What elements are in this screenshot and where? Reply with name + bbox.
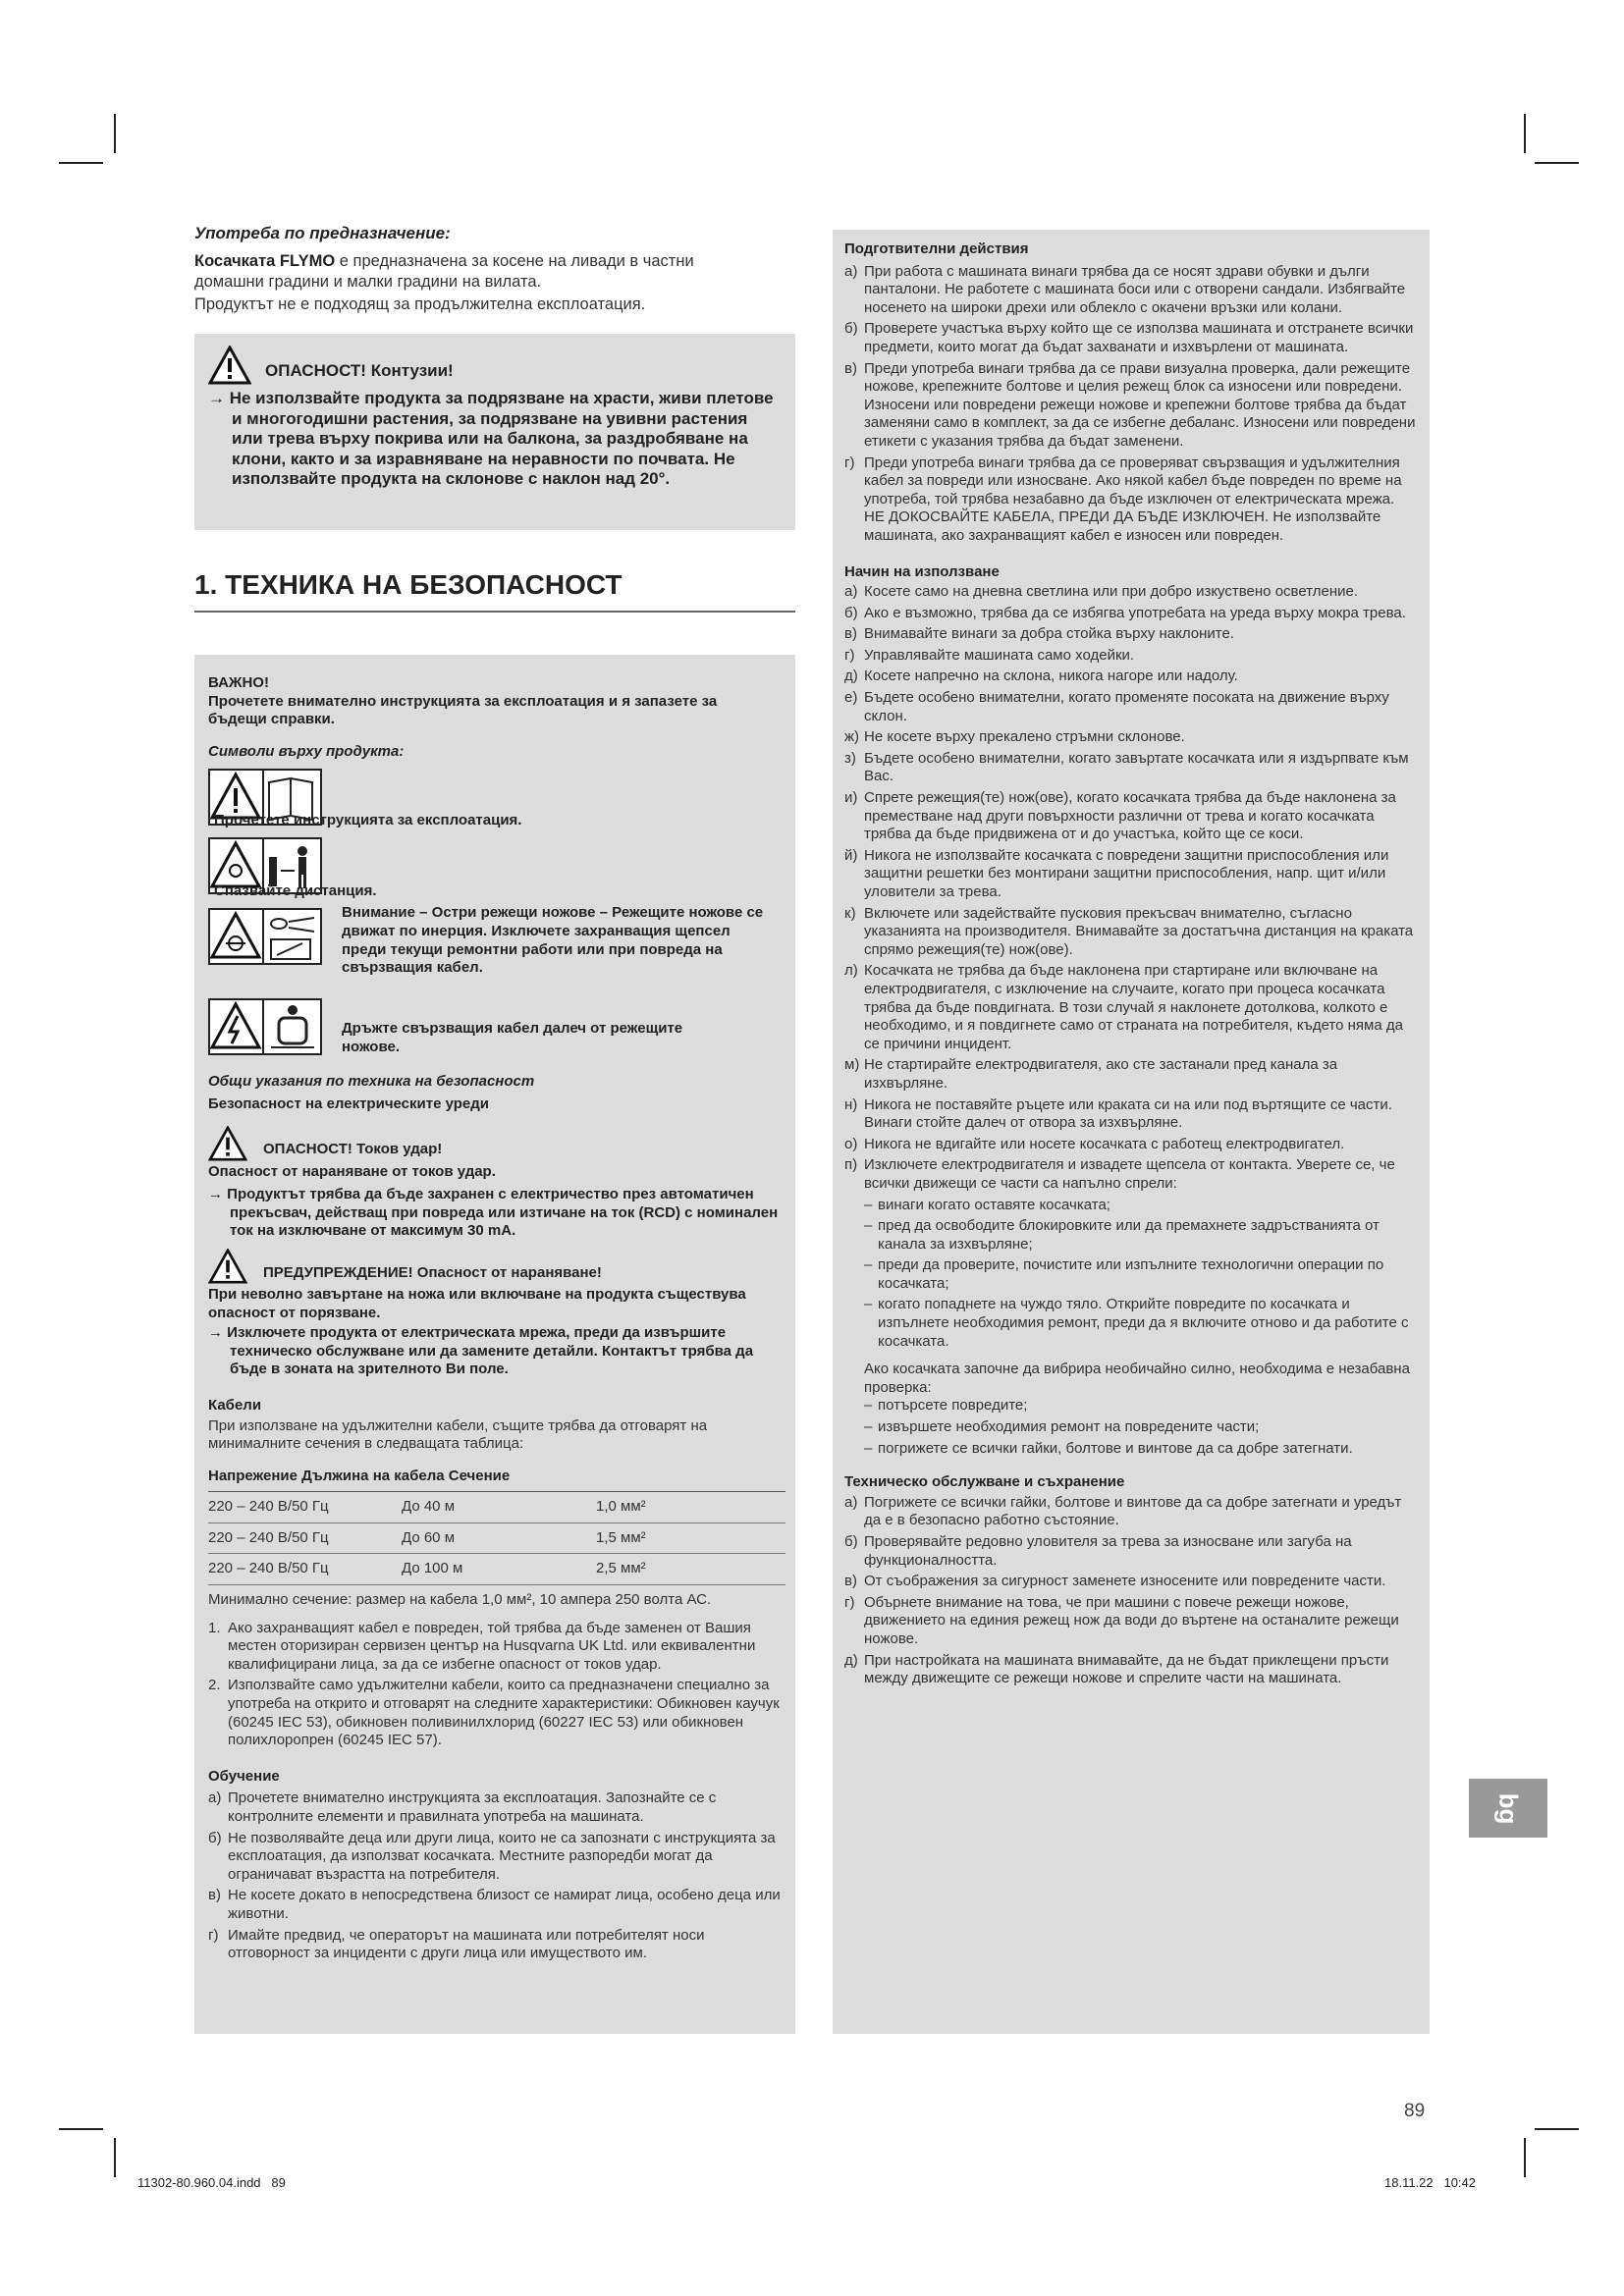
intro-paragraph-2: Продуктът не е подходящ за продължителна експлоатация. xyxy=(194,295,646,313)
cable-list xyxy=(208,1620,782,1750)
list-text: Включете или задействайте пусковия прекъсвач внимателно, съгласно указанията на производителя. Внимавайте за достатъчна дистанция на краката спрямо режещия(те) нож(ове). xyxy=(864,904,1414,958)
prep-list xyxy=(844,263,1416,546)
symbol-read-manual xyxy=(208,769,782,833)
list-marker: б) xyxy=(844,320,858,338)
list-text: Никога не използвайте косачката с повредени защитни приспособления или защитни решетки без монтирани защитни приспособления, напр. щит и/или уловители за трева. xyxy=(864,846,1389,900)
table-cell: До 40 м xyxy=(402,1498,456,1516)
list-text: Проверявайте редовно уловителя за трева за износване или загуба на функционалността. xyxy=(864,1533,1352,1569)
list-item xyxy=(844,1494,1416,1530)
list-item xyxy=(844,728,1416,747)
list-item xyxy=(844,847,1416,902)
list-marker: г) xyxy=(844,646,855,664)
list-marker: 1. xyxy=(208,1619,221,1636)
dash-text: потърсете повредите; xyxy=(878,1397,1028,1415)
list-item xyxy=(844,689,1416,725)
list-marker: а) xyxy=(844,1493,858,1511)
dash-text: погрижете се всички гайки, болтове и винтове да са добре затегнати. xyxy=(878,1439,1353,1457)
table-cell: 1,0 мм² xyxy=(596,1498,646,1516)
warning-triangle-icon xyxy=(208,1249,247,1284)
list-item xyxy=(844,962,1416,1053)
list-item xyxy=(208,1927,782,1963)
list-text: Ако захранващият кабел е повреден, той трябва да бъде заменен от Вашия местен оторизиран сервизен център на Husqvarna UK Ltd. или еквивалентни квалифицирани лица, за да се избегне опасност от токов удар. xyxy=(228,1619,756,1673)
list-item xyxy=(208,1789,782,1826)
dash-item: – извършете необходимия ремонт на повредените части; xyxy=(864,1418,1260,1436)
list-text: Спрете режещия(те) нож(ове), когато косачката трябва да бъде наклонена за преместване над други повърхности различни от трева и когато косачката трябва да бъде придвижена от и до участъка, който ще се коси. xyxy=(864,789,1396,843)
list-text: Изключете електродвигателя и извадете щепсела от контакта. Уверете се, че всички движещи се части са напълно спрели: xyxy=(864,1156,1395,1192)
dash-item: – когато попаднете на чуждо тяло. Открийте повредите по косачката и изпълнете необходимия ремонт, преди да я включите отново и да работите с косачката. xyxy=(864,1296,1416,1351)
list-item xyxy=(844,789,1416,844)
warning-item: → Изключете продукта от електрическата мрежа, преди да извършите техническо обслужване или да замените детайли. Контактът трябва да бъде в зоната на зрителното Ви поле. xyxy=(208,1324,754,1378)
list-item xyxy=(208,1620,782,1675)
list-item xyxy=(844,320,1416,356)
left-safety-box xyxy=(194,655,795,2034)
section-rule xyxy=(194,611,795,613)
list-text: Бъдете особено внимателни, когато завъртате косачката или я издърпвате към Вас. xyxy=(864,749,1409,785)
product-name: Косачката FLYMO xyxy=(194,252,336,270)
list-item xyxy=(844,1096,1416,1133)
danger2-sub: Опасност от нараняване от токов удар. xyxy=(208,1162,496,1180)
list-marker: 2. xyxy=(208,1677,221,1694)
warning-injury xyxy=(208,1249,782,1284)
list-text: Не косете върху прекалено стръмни склонове. xyxy=(864,728,1185,746)
list-text: Обърнете внимание на това, че при машини с повече режещи ножове, движението на единия режещ нож да води до въртене на останалите режещи ножове. xyxy=(864,1593,1399,1647)
footer-right: 18.11.22 10:42 xyxy=(1384,2175,1477,2190)
list-text: Не стартирайте електродвигателя, ако сте застанали пред канала за изхвърляне. xyxy=(864,1056,1338,1092)
list-marker: б) xyxy=(844,1533,858,1550)
list-text: При работа с машината винаги трябва да се носят здрави обувки и дълги панталони. Не работете с машината боси или с отворени сандали. Избягвайте носенето на широки дрехи или облекло с окачени връзки или колани. xyxy=(864,262,1406,316)
table-cell: До 100 м xyxy=(402,1560,463,1577)
sharp-blades-icon xyxy=(208,908,322,965)
dash-text: винаги когато оставяте косачката; xyxy=(878,1196,1110,1213)
list-marker: и) xyxy=(844,789,858,807)
list-marker: м) xyxy=(844,1056,860,1074)
use-list xyxy=(844,583,1416,1458)
list-item xyxy=(844,583,1416,602)
list-marker: й) xyxy=(844,846,858,864)
list-item xyxy=(844,667,1416,686)
list-text: Преди употреба винаги трябва да се прави визуална проверка, дали режещите ножове, крепежните болтове и целия режещ блок са износени или повредени. Износени или повредени режещи ножове и крепежни болтове трябва да бъдат заменяни само в комплект, за да се избегне дебаланс. Износени или повредени етикети с указания трябва да бъдат заменени. xyxy=(864,359,1416,450)
dash-text: преди да проверите, почистите или изпълните технологични операции по косачката; xyxy=(878,1256,1384,1292)
list-text: Прочетете внимателно инструкцията за експлоатация. Запознайте се с контролните елементи и правилната употреба на машината. xyxy=(228,1789,717,1825)
warning-title: ПРЕДУПРЕЖДЕНИЕ! Опасност от нараняване! xyxy=(263,1263,602,1281)
list-item xyxy=(844,1573,1416,1591)
list-text: Косете напречно на склона, никога нагоре или надолу. xyxy=(864,667,1238,685)
list-item xyxy=(208,1887,782,1923)
prep-heading: Подготвителни действия xyxy=(844,240,1029,257)
dash-text: когато попаднете на чуждо тяло. Открийте повредите по косачката и изпълнете необходимия ремонт, преди да я включите отново и да работите с косачката. xyxy=(878,1296,1409,1350)
list-text: Погрижете се всички гайки, болтове и винтове да са добре затегнати и уредът да е в безопасно работно състояние. xyxy=(864,1493,1402,1529)
table-cell: 2,5 мм² xyxy=(596,1560,646,1577)
list-text: Косачката не трябва да бъде наклонена при стартиране или включване на електродвигателя, с изключение на случаите, когато при процеса косачката трябва да бъде повдигната. В този случай я наклонете дотолкова, колкото е необходимо, и я повдигнете само от страната на потребителя, където няма да се причини инцидент. xyxy=(864,962,1403,1052)
table-cell: 220 – 240 В/50 Гц xyxy=(208,1560,329,1577)
important-label: ВАЖНО! xyxy=(208,674,269,691)
list-marker: а) xyxy=(844,583,858,601)
list-item xyxy=(844,1533,1416,1570)
warning-triangle-icon xyxy=(208,346,251,385)
table-header: Напрежение Дължина на кабела Сечение xyxy=(208,1467,511,1484)
list-marker: п) xyxy=(844,1156,858,1174)
warning-sub: При неволно завъртане на ножа или включване на продукта съществува опасност от порязване. xyxy=(208,1285,746,1321)
symbol-text-read: Прочетете инструкцията за експлоатация. xyxy=(214,812,522,829)
dash-item: – винаги когато оставяте косачката; xyxy=(864,1196,1110,1213)
list-marker: а) xyxy=(208,1789,222,1807)
dash-item: – потърсете повредите; xyxy=(864,1397,1028,1415)
footer-left: 11302-80.960.04.indd 89 xyxy=(137,2175,286,2190)
table-cell: 220 – 240 В/50 Гц xyxy=(208,1498,329,1516)
list-marker: к) xyxy=(844,904,856,922)
min-section: Минимално сечение: размер на кабела 1,0 мм², 10 ампера 250 волта АС. xyxy=(208,1591,712,1609)
list-item xyxy=(844,1652,1416,1688)
list-text: Управлявайте машината само ходейки. xyxy=(864,646,1135,664)
symbol-text-cable: Дръжте свързващия кабел далеч от режещите ножове. xyxy=(342,1020,683,1055)
danger-box-injuries xyxy=(194,334,795,530)
list-text: Не косете докато в непосредствена близост се намират лица, особено деца или животни. xyxy=(228,1887,781,1922)
symbols-heading: Символи върху продукта: xyxy=(208,742,405,760)
section-title: 1. ТЕХНИКА НА БЕЗОПАСНОСТ xyxy=(194,569,623,600)
use-heading: Начин на използване xyxy=(844,562,1000,580)
list-item xyxy=(844,750,1416,786)
list-item xyxy=(844,625,1416,644)
electrical-heading: Безопасност на електрическите уреди xyxy=(208,1095,489,1112)
list-marker: ж) xyxy=(844,728,860,746)
list-text: Никога не поставяйте ръцете или краката си на или под въртящите се части. Винаги стойте далеч от отвора за изхвърляне. xyxy=(864,1095,1392,1132)
dash-item: – пред да освободите блокировките или да премахнете задръстванията от канала за изхвърляне; xyxy=(864,1217,1416,1254)
list-item xyxy=(844,263,1416,318)
list-text: Ако е възможно, трябва да се избягва употребата на уреда върху мокра трева. xyxy=(864,604,1406,621)
symbol-cable xyxy=(208,998,782,1065)
important-text: Прочетете внимателно инструкцията за експлоатация и я запазете за бъдещи справки. xyxy=(208,692,718,728)
list-item xyxy=(844,605,1416,623)
symbol-text-blades: Внимание – Остри режещи ножове – Режещите ножове се движат по инерция. Изключете захранващия щепсел преди текущи ремонтни работи или при повреда на свързващия кабел. xyxy=(342,904,764,977)
cable-table xyxy=(208,1491,785,1585)
list-text: Проверете участъка върху който ще се използва машината и отстранете всички предмети, които могат да бъдат захванати и изхвърлени от машината. xyxy=(864,320,1414,355)
list-marker: б) xyxy=(844,604,858,621)
vibration-text: Ако косачката започне да вибрира необичайно силно, необходима е незабавна проверка: xyxy=(864,1361,1410,1396)
list-marker: в) xyxy=(844,625,857,643)
list-marker: в) xyxy=(208,1887,221,1904)
intro-paragraph xyxy=(194,251,725,292)
list-text: Имайте предвид, че операторът на машината или потребителят носи отговорност за инциденти с други лица или имуществото им. xyxy=(228,1926,705,1962)
list-item xyxy=(844,360,1416,452)
table-row xyxy=(208,1492,785,1523)
list-marker: е) xyxy=(844,689,858,707)
list-item xyxy=(844,454,1416,546)
list-text: Преди употреба винаги трябва да се проверяват свързващия и удължителния кабел за повреди или износване. Ако някой кабел бъде повреден по време на употреба, той трябва незабавно да бъде изключен от електрическата мрежа. НЕ ДОКОСВАЙТЕ КАБЕЛА, ПРЕДИ ДА БЪДЕ ИЗКЛЮЧЕН. Не използвайте машината, ако захранващият кабел е износен или повреден. xyxy=(864,454,1402,544)
table-cell: 1,5 мм² xyxy=(596,1528,646,1546)
dash-item: – погрижете се всички гайки, болтове и винтове да са добре затегнати. xyxy=(864,1439,1353,1457)
danger2-title: ОПАСНОСТ! Токов удар! xyxy=(263,1141,443,1158)
danger-text: → Не използвайте продукта за подрязване на храсти, живи плетове и многогодишни растения, за подрязване на увивни растения или трева върху покрива или на балкона, за раздробяване на клони, както и за изравняване на неравности по почвата. Не използвайте продукта на склонове с наклон над 20°. xyxy=(208,389,774,488)
list-item xyxy=(844,905,1416,960)
table-cell: 220 – 240 В/50 Гц xyxy=(208,1528,329,1546)
right-safety-box xyxy=(833,230,1430,2034)
list-marker: в) xyxy=(844,359,857,377)
list-marker: д) xyxy=(844,667,858,685)
dash-text: извършете необходимия ремонт на повредените части; xyxy=(878,1418,1260,1436)
symbol-sharp-blades xyxy=(208,904,782,992)
list-marker: г) xyxy=(208,1926,219,1944)
page-number: 89 xyxy=(1404,2101,1426,2121)
list-marker: г) xyxy=(844,454,855,471)
cables-heading: Кабели xyxy=(208,1396,262,1414)
dash-item: – преди да проверите, почистите или изпълните технологични операции по косачката; xyxy=(864,1256,1416,1293)
list-marker: л) xyxy=(844,962,858,980)
symbol-keep-distance xyxy=(208,837,782,908)
list-marker: б) xyxy=(208,1829,222,1846)
maint-list xyxy=(844,1494,1416,1688)
list-text: Използвайте само удължителни кабели, които са предназначени специално за употреба на открито и отговарят на следните характеристики: Обикновен каучук (60245 IEC 53), обикновен поливинилхлорид (60227 IEC 53) или обикновен полихлоропрен (60245 IEC 57). xyxy=(228,1677,780,1749)
general-heading: Общи указания по техника на безопасност xyxy=(208,1073,535,1091)
dash-text: пред да освободите блокировките или да премахнете задръстванията от канала за изхвърляне; xyxy=(878,1217,1380,1253)
table-row xyxy=(208,1554,785,1585)
symbol-text-distance: Спазвайте дистанция. xyxy=(214,882,377,900)
list-item xyxy=(844,1136,1416,1154)
danger-title: ОПАСНОСТ! Контузии! xyxy=(265,361,454,380)
list-item xyxy=(844,1156,1416,1193)
list-text: Бъдете особено внимателни, когато променяте посоката на движение върху склон. xyxy=(864,689,1389,724)
language-tab xyxy=(1469,1779,1547,1838)
table-cell: До 60 м xyxy=(402,1528,456,1546)
list-item xyxy=(844,647,1416,666)
intro-section xyxy=(194,224,795,315)
list-item xyxy=(208,1830,782,1885)
cable-away-icon xyxy=(208,998,322,1055)
maint-heading: Техническо обслужване и съхранение xyxy=(844,1473,1125,1491)
list-text: Косете само на дневна светлина или при добро изкуствено осветление. xyxy=(864,583,1358,601)
list-item xyxy=(208,1677,782,1749)
danger-electric xyxy=(208,1126,782,1161)
list-marker: г) xyxy=(844,1593,855,1611)
list-text: Внимавайте винаги за добра стойка върху наклоните. xyxy=(864,625,1234,643)
list-marker: о) xyxy=(844,1135,858,1152)
list-text: Не позволявайте деца или други лица, които не са запознати с инструкцията за експлоатация, да използват косачката. Местните разпоредби могат да ограничават възрастта на потребителя. xyxy=(228,1829,776,1883)
language-tab-label: bg xyxy=(1493,1792,1524,1824)
training-list xyxy=(208,1789,782,1962)
list-text: При настройката на машината внимавайте, да не бъдат приклещени пръсти между движещите се режещи ножове и спрелите части на машината. xyxy=(864,1651,1389,1687)
table-row xyxy=(208,1522,785,1554)
list-marker: д) xyxy=(844,1651,858,1669)
list-text: От съображения за сигурност заменете износените или повредените части. xyxy=(864,1573,1386,1590)
training-heading: Обучение xyxy=(208,1767,280,1785)
list-marker: з) xyxy=(844,749,856,767)
list-text: Никога не вдигайте или носете косачката с работещ електродвигател. xyxy=(864,1135,1345,1152)
intro-text: е предназначена за косене на ливади в частни домашни градини и малки градини на вилата. xyxy=(194,252,694,291)
list-marker: в) xyxy=(844,1573,857,1590)
list-marker: а) xyxy=(844,262,858,280)
intro-heading: Употреба по предназначение: xyxy=(194,224,451,242)
warning-triangle-icon xyxy=(208,1126,247,1161)
list-marker: н) xyxy=(844,1095,858,1113)
cables-text: При използване на удължителни кабели, същите трябва да отговарят на минималните сечения в следващата таблица: xyxy=(208,1416,708,1453)
list-item xyxy=(844,1594,1416,1649)
danger2-item: → Продуктът трябва да бъде захранен с електричество през автоматичен прекъсвач, действащ при повреда или изтичане на ток (RCD) с номинален ток на изключване от максимум 30 mA. xyxy=(208,1186,779,1240)
list-item xyxy=(844,1056,1416,1093)
